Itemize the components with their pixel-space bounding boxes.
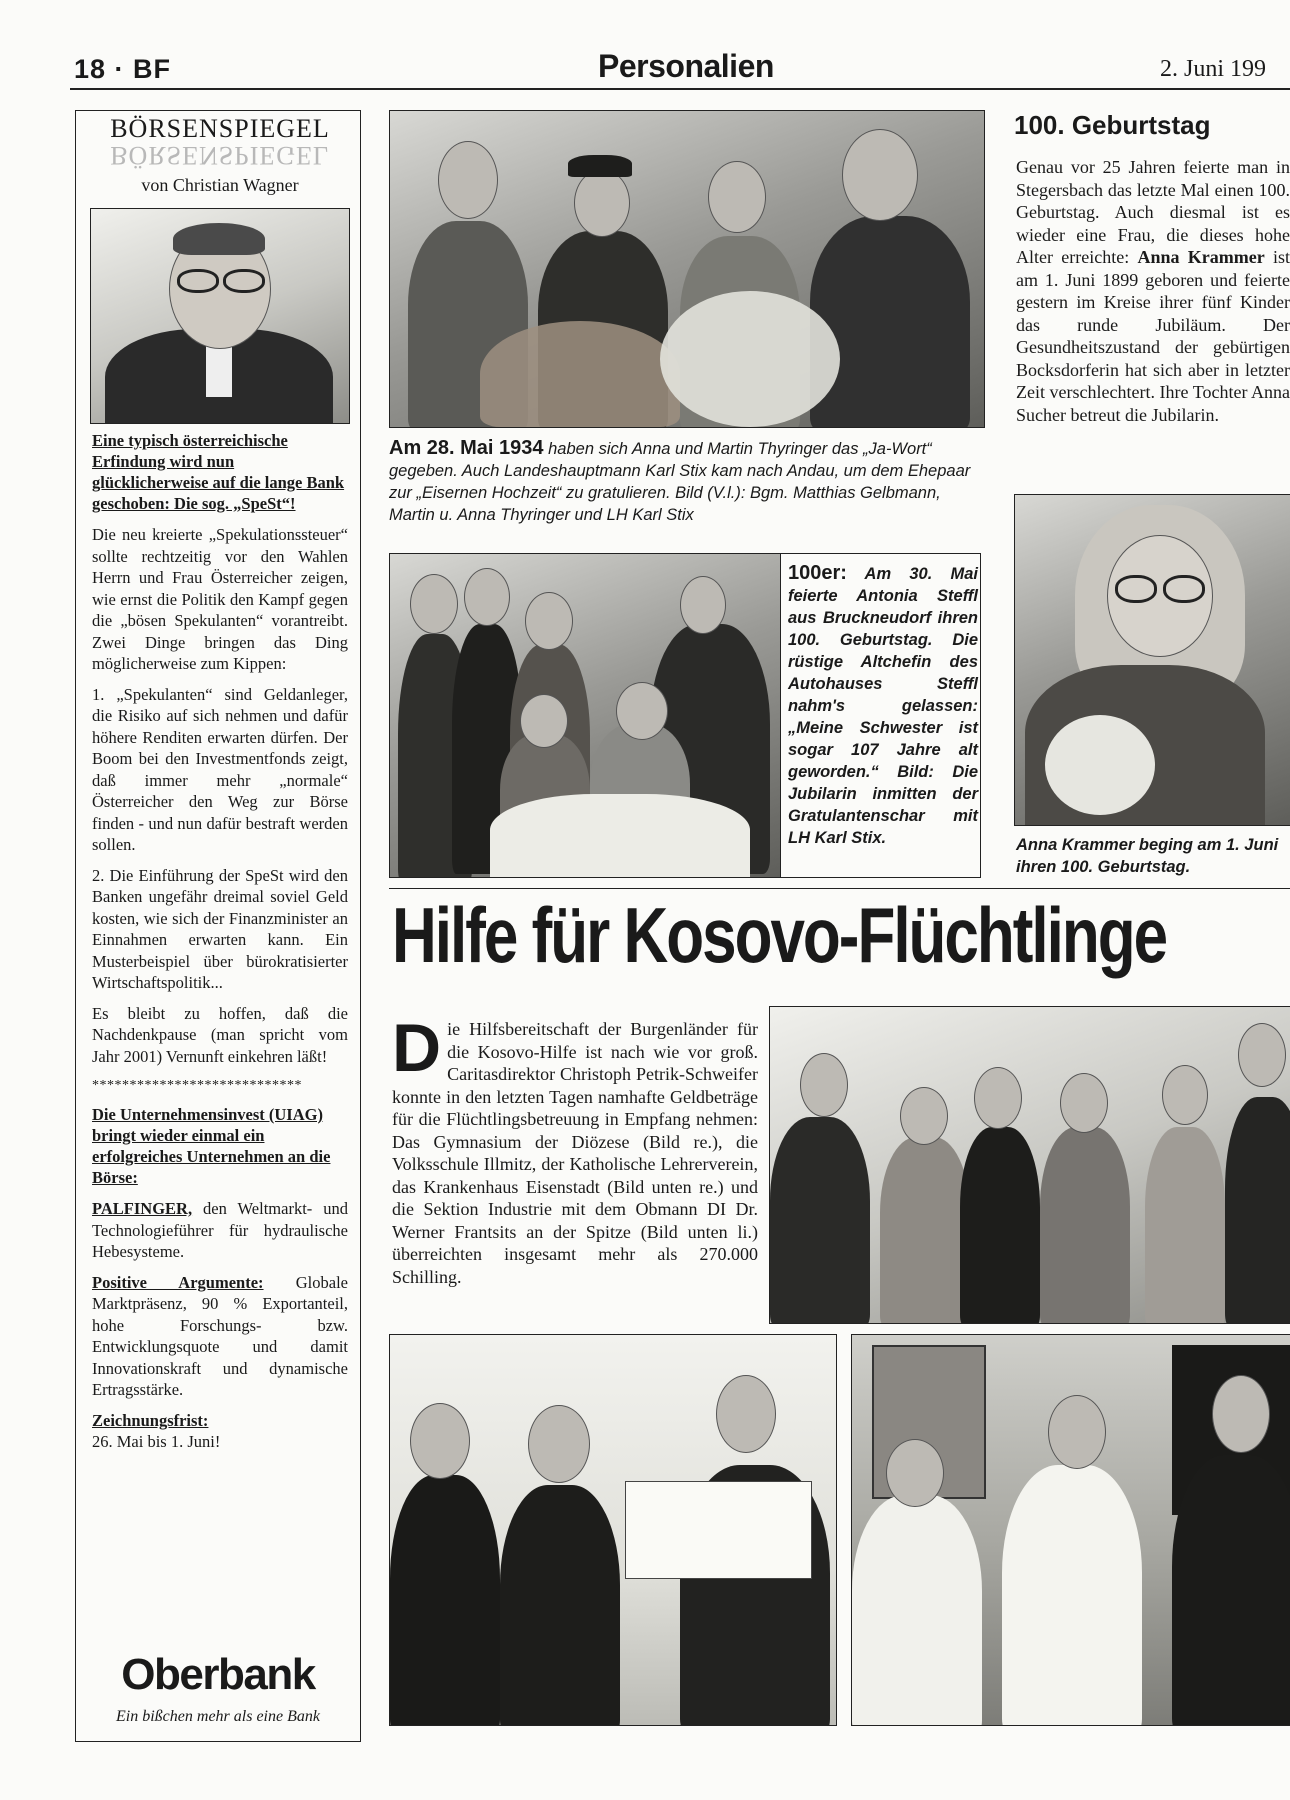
header-rule bbox=[70, 88, 1290, 90]
photo-scheckuebergabe bbox=[389, 1334, 837, 1726]
section-title: Personalien bbox=[598, 48, 774, 84]
caption-eiserne-hochzeit: Am 28. Mai 1934 haben sich Anna und Martin Thyringer das „Ja-Wort“ gegeben. Auch Landeshauptmann Karl Stix kam nach Andau, um dem Ehepaar zur „Eisernen Hochzeit“ zu gratulieren. Bild (V.l.): Bgm. Matthias Gelbmann, Martin u. Anna Thyringer und LH Karl Stix bbox=[389, 437, 971, 524]
photo-krankenhaus bbox=[851, 1334, 1290, 1726]
headline-rule bbox=[389, 888, 1290, 889]
photo-eiserne-hochzeit bbox=[389, 110, 985, 428]
issue-date: 2. Juni 199 bbox=[1160, 56, 1267, 82]
photo-antonia-steffl bbox=[389, 553, 781, 878]
column-title: BÖRSENSPIEGEL bbox=[110, 114, 330, 143]
caption-antonia-steffl: 100er: Am 30. Mai feierte Antonia Steffl aus Bruckneudorf ihren 100. Geburtstag. Die rüstige Altchefin des Autohauses Steffl nahm's gelassen: „Meine Schwester ist sogar 107 Jahre alt geworden.“ Bild: Die Jubilarin inmitten der Gratulantenschar mit LH Karl Stix. bbox=[788, 562, 978, 847]
zeichnungsfrist-label: Zeichnungsfrist: bbox=[92, 1410, 209, 1430]
column-author: von Christian Wagner bbox=[141, 175, 299, 195]
author-portrait bbox=[90, 208, 350, 424]
zeichnungsfrist-text: 26. Mai bis 1. Juni! bbox=[92, 1431, 221, 1451]
uiag-heading: Die Unternehmensinvest (UIAG) bringt wieder einmal ein erfolgreiches Unternehmen an die Börse: bbox=[92, 1105, 331, 1187]
column-title-mirror: BÖRSENSPIEGEL bbox=[110, 141, 330, 170]
page-number: 18 · BF bbox=[74, 54, 172, 84]
lead-paragraph: Eine typisch österreichische Erfindung wird nun glücklicherweise auf die lange Bank geschoben: Die sog. „SpeSt“! bbox=[92, 431, 345, 513]
geburtstag-text: Genau vor 25 Jahren feierte man in Stegersbach das letzte Mal einen 100. Geburtstag. Auch diesmal ist es wieder eine Frau, die dieses hohe Alter erreichte: Anna Krammer ist am 1. Juni 1899 geboren und feierte gestern im Kreise ihrer fünf Kinder das runde Jubiläum. Der Gesundheitszustand der gebürtigen Bocksdorferin hat sich aber in letzter Zeit verschlechtert. Ihre Tochter Anna Sucher betreut die Jubilarin. bbox=[1016, 157, 1290, 425]
paragraph: Es bleibt zu hoffen, daß die Nachdenkpause (man spricht vom Jahr 2001) Vernunft einkehren läßt! bbox=[92, 1003, 348, 1066]
caption-box-border bbox=[780, 553, 981, 878]
kosovo-article: D ie Hilfsbereitschaft der Burgenländer für die Kosovo-Hilfe ist nach wie vor groß. Caritasdirektor Christoph Petrik-Schweifer konnte in den letzten Tagen namhafte Geldbeträge für die Flüchtlingsbetreuung in Empfang nehmen: Das Gymnasium der Diözese (Bild re.), die Volksschule Illmitz, der Katholische Lehrerverein, das Krankenhaus Eisenstadt (Bild unten re.) und die Sektion Industrie mit dem Obmann DI Dr. Werner Frantsits an der Spitze (Bild unten li.) überreichten insgesamt mehr als 270.000 Schilling. bbox=[392, 1010, 758, 1287]
palfinger-paragraph: PALFINGER, den Weltmarkt- und Technologieführer für hydraulische Hebesysteme. bbox=[92, 1199, 348, 1261]
dropcap: D bbox=[392, 1010, 442, 1086]
oberbank-slogan: Ein bißchen mehr als eine Bank bbox=[116, 1708, 320, 1725]
geburtstag-title: 100. Geburtstag bbox=[1014, 110, 1211, 140]
oberbank-logo: Oberbank bbox=[121, 1650, 315, 1699]
argumente-paragraph: Positive Argumente: Globale Marktpräsenz, 90 % Exportanteil, hohe Forschungs- bzw. Entwicklungsquote und damit Innovationskraft und dynamische Ertragsstärke. bbox=[92, 1272, 348, 1399]
photo-gymnasium-group bbox=[769, 1006, 1290, 1324]
paragraph: Die neu kreierte „Spekulationssteuer“ sollte rechtzeitig vor den Wahlen Herrn und Frau Österreicher zeigen, wie ernst die Politik den Kampf gegen die „bösen Spekulanten“ vorantreibt. Zwei Dinge bringen das Ding möglicherweise zum Kippen: bbox=[92, 525, 348, 673]
photo-anna-krammer bbox=[1014, 494, 1290, 826]
paragraph: 1. „Spekulanten“ sind Geldanleger, die Risiko auf sich nehmen und dafür höhere Renditen erwarten dürfen. Der Boom bei den Investmentfonds zeigt, daß immer mehr „normale“ Österreicher den Weg zur Börse finden - und nun dafür bestraft werden sollen. bbox=[92, 684, 348, 854]
caption-anna-krammer: Anna Krammer beging am 1. Juni ihren 100. Geburtstag. bbox=[1016, 836, 1279, 876]
kosovo-headline: Hilfe für Kosovo-Flüchtlinge bbox=[392, 893, 1167, 980]
boersenspiegel-text bbox=[92, 430, 348, 1452]
separator-stars: **************************** bbox=[92, 1078, 302, 1093]
paragraph: 2. Die Einführung der SpeSt wird den Banken ungefähr dreimal soviel Geld kosten, wie sich der Finanzminister an Einnahmen erwarten kann. Ein Musterbeispiel über bürokratisierter Wirtschaftspolitik... bbox=[92, 865, 348, 992]
